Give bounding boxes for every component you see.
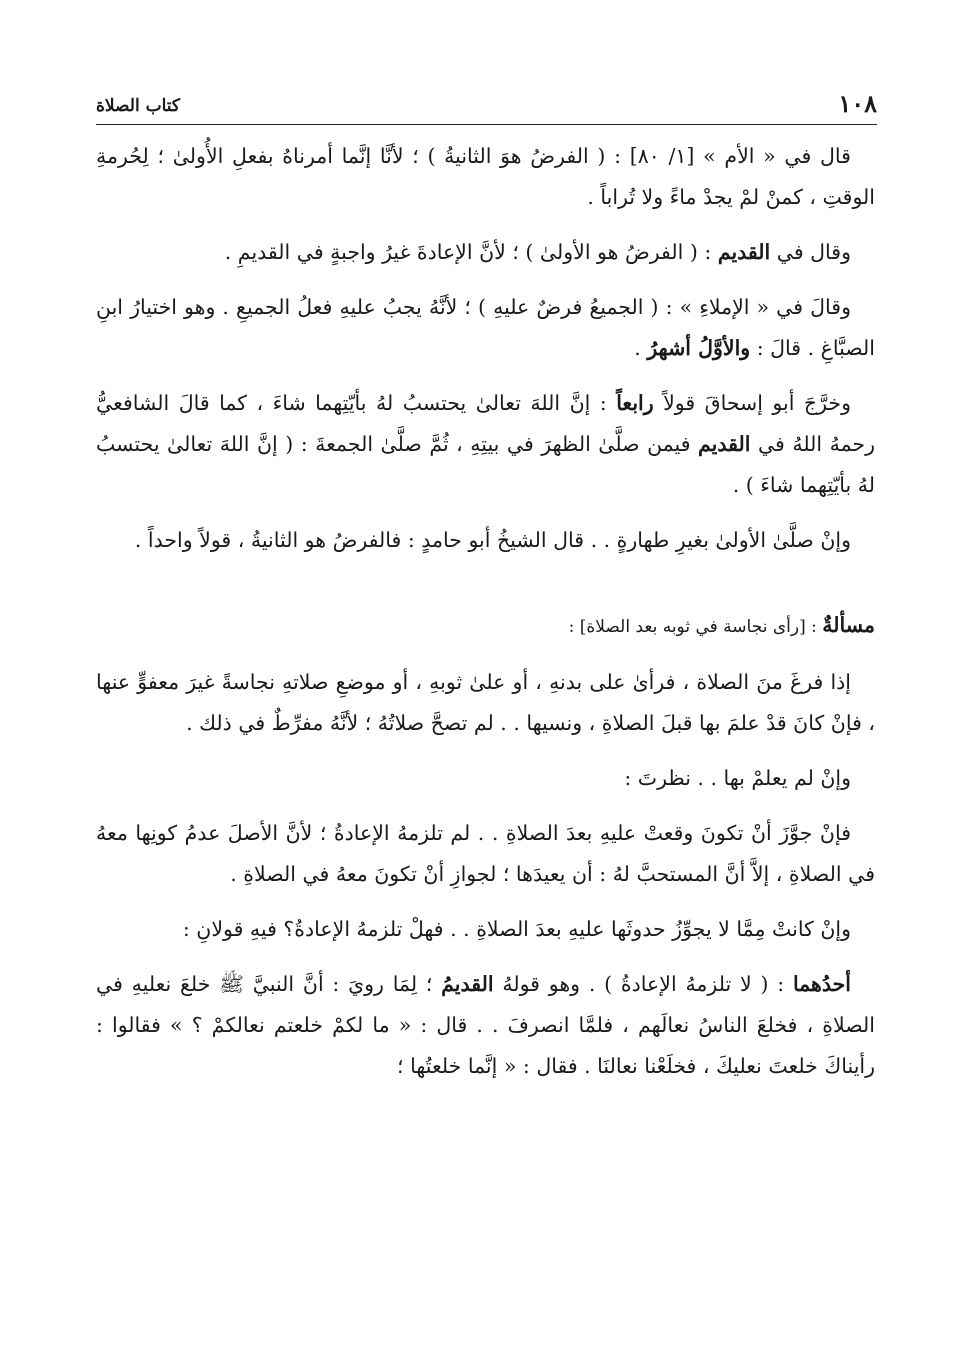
bold-term: والأوَّلُ أشهرُ <box>647 336 751 360</box>
paragraph: وإنْ كانتْ مِمَّا لا يجوِّزُ حدوثَها عليهِ بعدَ الصلاةِ . . فهلْ تلزمهُ الإعادةُ؟ فيهِ قولانِ : <box>182 917 851 941</box>
paragraph: فإنْ جوَّزَ أنْ تكونَ وقعتْ عليهِ بعدَ الصلاةِ . . لم تلزمهُ الإعادةُ ؛ لأنَّ الأصلَ عدمُ كونِها معهُ في الصلاةِ ، إلاَّ أنَّ المستحبَّ لهُ : أن يعيدَها ؛ لجوازِ أنْ تكونَ معهُ في الصلاةِ . <box>96 821 875 886</box>
text-run: ؛ لِمَا رويَ : أنَّ النبيَّ ﷺ خلعَ نعليهِ في الصلاةِ ، فخلعَ الناسُ نعالَهم ، فلمَّا انصرفَ . . قال : « ما لكمْ خلعتم نعالكمْ ؟ » فقالوا : رأيناكَ خلعتَ نعليكَ ، فخلَعْنا نعالنَا . فقال : « إنَّما خلعتُها ؛ <box>96 972 875 1078</box>
text-run: وخرَّجَ أبو إسحاقَ قولاً <box>653 391 851 415</box>
text-run: . <box>634 336 648 360</box>
paragraph: وإنْ صلَّىٰ الأولىٰ بغيرِ طهارةٍ . . قال الشيخُ أبو حامدٍ : فالفرضُ هو الثانيةُ ، قولاً واحداً . <box>134 528 851 552</box>
bold-term: القديم <box>717 240 771 264</box>
text-run: : ( لا تلزمهُ الإعادةُ ) . وهو قولهُ <box>493 972 793 996</box>
paragraph: قال في « الأم » [١/ ٨٠] : ( الفرضُ هوَ الثانيةُ ) ؛ لأنَّا إنَّما أمرناهُ بفعلِ الأُولىٰ ؛ لِحُرمةِ الوقتِ ، كمنْ لمْ يجدْ ماءً ولا تُراباً . <box>96 144 875 209</box>
text-run: فيمن صلَّىٰ الظهرَ في بيتِهِ ، ثُمَّ صلَّىٰ الجمعةَ : ( إنَّ اللهَ تعالىٰ يحتسبُ لهُ بأيّتِهما شاءَ ) . <box>96 432 875 497</box>
section-heading <box>96 605 875 648</box>
paragraph: وإنْ لم يعلمْ بها . . نظرتَ : <box>624 766 851 790</box>
running-title: كتاب الصلاة <box>96 96 181 116</box>
text-run: وقال في <box>770 240 851 264</box>
paragraph <box>96 964 875 1087</box>
heading-label: مسألةٌ <box>822 613 875 637</box>
page-number: ١٠٨ <box>838 89 877 118</box>
bold-term: القديم <box>698 432 751 456</box>
bold-term: القديمُ <box>441 972 494 996</box>
page-body <box>96 132 875 1336</box>
text-run: وقالَ في « الإملاءِ » : ( الجميعُ فرضٌ عليهِ ) ؛ لأنَّهُ يجبُ عليهِ فعلُ الجميعِ . وهو اختيارُ ابنِ الصبَّاغِ . قالَ : <box>96 295 875 360</box>
text-run: : إنَّ اللهَ تعالىٰ يحتسبُ لهُ بأيّتِهما شاءَ ، كما قالَ الشافعيُّ رحمهُ اللهُ في <box>96 391 875 456</box>
paragraph <box>96 287 875 369</box>
heading-text: : [رأى نجاسة في ثوبه بعد الصلاة] : <box>568 617 823 637</box>
bold-term: أحدُهما <box>792 972 851 996</box>
paragraph <box>96 383 875 506</box>
paragraph <box>96 232 875 273</box>
bold-term: رابعاً <box>616 391 654 415</box>
paragraph: إذا فرغَ منَ الصلاة ، فرأىٰ على بدنهِ ، أو علىٰ ثوبهِ ، أو موضعِ صلاتهِ نجاسةً غيرَ معفوٍّ عنها ، فإنْ كانَ قدْ علمَ بها قبلَ الصلاةِ ، ونسيها . . لم تصحَّ صلاتُهُ ؛ لأنَّهُ مفرِّطٌ في ذلك . <box>96 670 875 735</box>
page-header <box>96 80 877 125</box>
text-run: : ( الفرضُ هو الأولىٰ ) ؛ لأنَّ الإعادةَ غيرُ واجبةٍ في القديمِ . <box>224 240 718 264</box>
